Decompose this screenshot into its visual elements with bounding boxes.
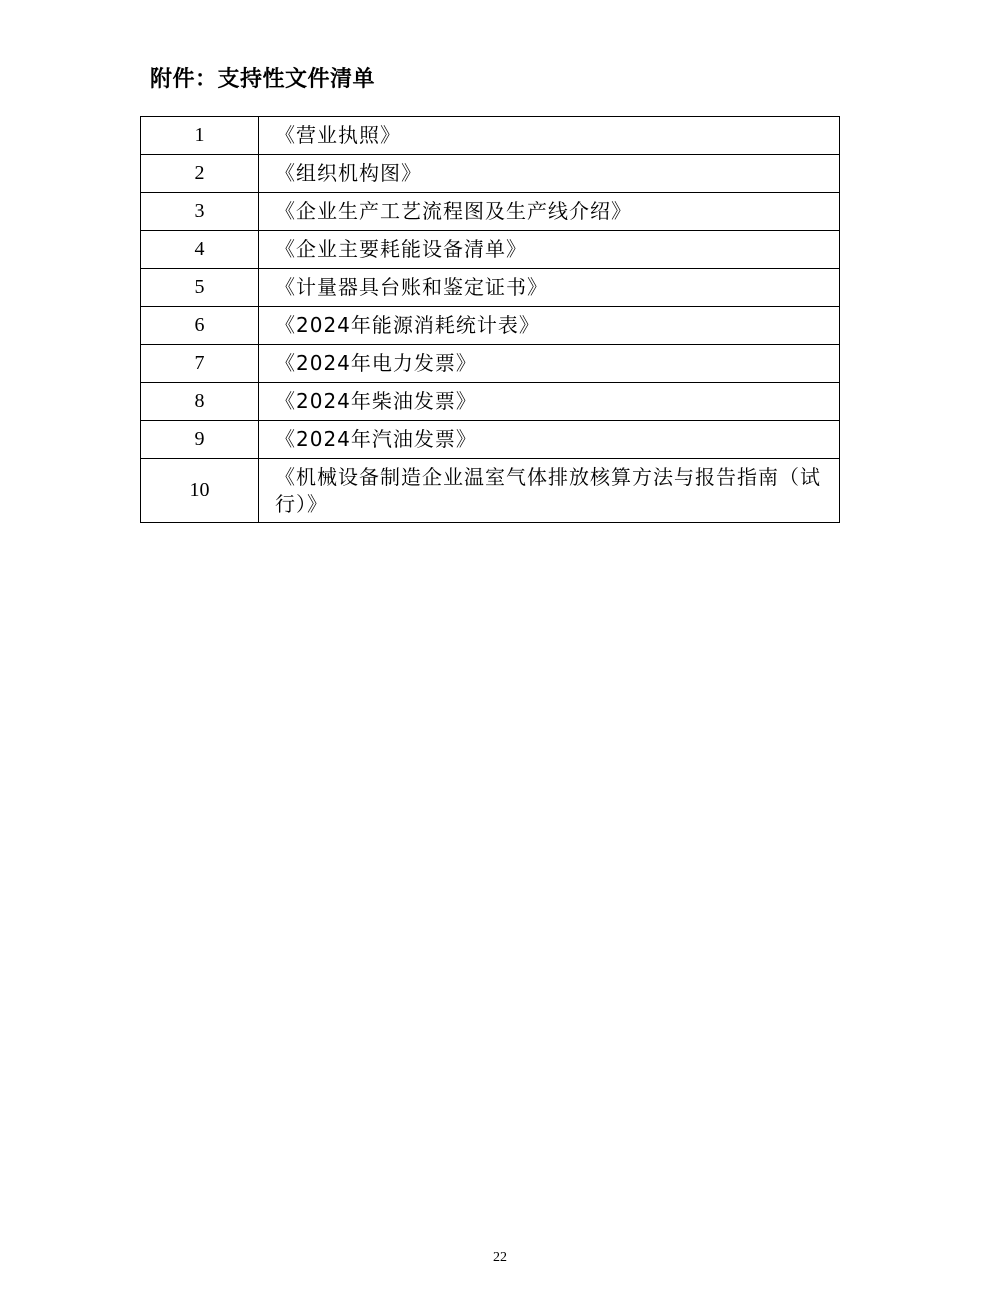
table-row (141, 345, 840, 383)
page-title: 附件：支持性文件清单 (150, 67, 376, 92)
document-name: 《企业主要耗能设备清单》 (259, 231, 840, 269)
row-number: 9 (141, 421, 259, 459)
document-name: 《计量器具台账和鉴定证书》 (259, 269, 840, 307)
document-name: 《2024年柴油发票》 (259, 383, 840, 421)
table-row (141, 459, 840, 523)
row-number: 3 (141, 193, 259, 231)
row-number: 7 (141, 345, 259, 383)
document-name: 《营业执照》 (259, 117, 840, 155)
row-number: 6 (141, 307, 259, 345)
table-row (141, 269, 840, 307)
document-name: 《企业生产工艺流程图及生产线介绍》 (259, 193, 840, 231)
row-number: 1 (141, 117, 259, 155)
row-number: 8 (141, 383, 259, 421)
document-name: 《组织机构图》 (259, 155, 840, 193)
row-number: 5 (141, 269, 259, 307)
table-row (141, 231, 840, 269)
page-number: 22 (493, 1250, 507, 1265)
row-number: 4 (141, 231, 259, 269)
table-row (141, 307, 840, 345)
document-name: 《机械设备制造企业温室气体排放核算方法与报告指南（试行）》 (259, 459, 840, 523)
document-name: 《2024年能源消耗统计表》 (259, 307, 840, 345)
document-name: 《2024年汽油发票》 (259, 421, 840, 459)
row-number: 2 (141, 155, 259, 193)
table-row (141, 117, 840, 155)
table-row (141, 155, 840, 193)
table-row (141, 193, 840, 231)
document-list-table (140, 116, 840, 523)
document-name: 《2024年电力发票》 (259, 345, 840, 383)
table-row (141, 383, 840, 421)
table-row (141, 421, 840, 459)
row-number: 10 (141, 459, 259, 523)
